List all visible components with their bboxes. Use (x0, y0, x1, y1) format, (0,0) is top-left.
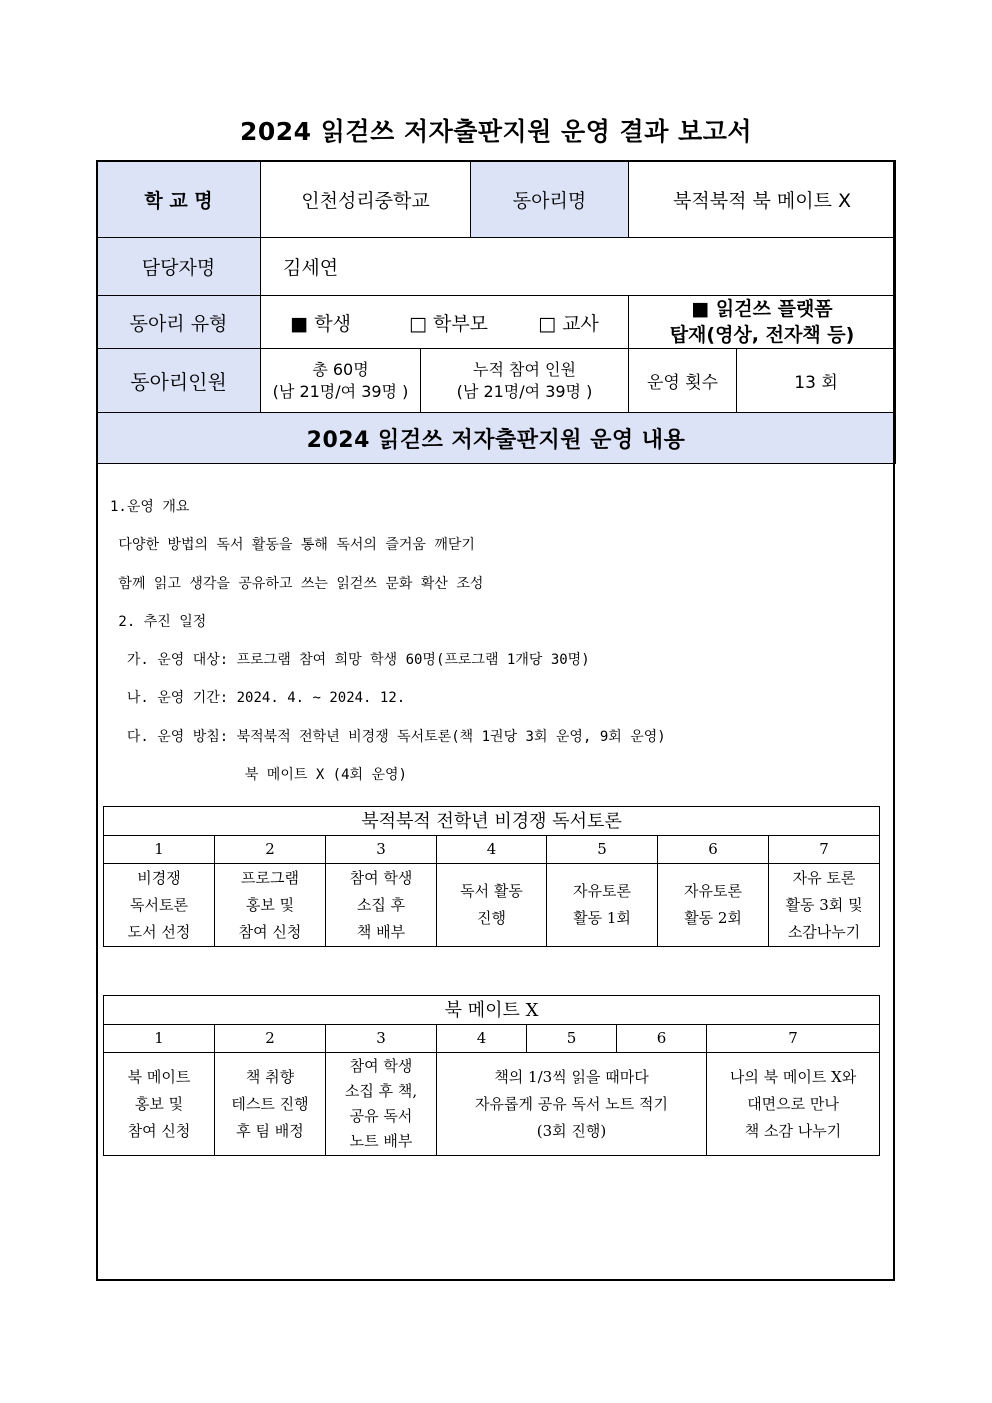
step-text: 참여 신청 (238, 922, 302, 941)
club-type-label: 동아리 유형 (97, 296, 261, 349)
step-text: 활동 1회 (573, 909, 631, 927)
program1-title: 북적북적 전학년 비경쟁 독서토론 (104, 807, 880, 836)
type-option-student: ■ 학생 (290, 312, 351, 335)
program1-step-1 (104, 864, 215, 947)
step-text: 도서 선정 (127, 922, 191, 941)
step-text: 공유 독서 (349, 1107, 413, 1125)
step-text: 참여 신청 (127, 1121, 191, 1140)
step-text: 대면으로 만나 (747, 1094, 839, 1113)
program2-step-4-6 (437, 1053, 707, 1156)
step-text: 자유토론 (573, 882, 631, 900)
step-text: 활동 2회 (684, 909, 742, 927)
program2-title: 북 메이트 X (104, 996, 880, 1025)
content-line: 1.운영 개요 (110, 499, 190, 515)
content-line: 가. 운영 대상: 프로그램 참여 희망 학생 60명(프로그램 1개당 30명) (110, 652, 590, 669)
step-text: 테스트 진행 (231, 1094, 309, 1113)
step-text: 후 팀 배정 (236, 1121, 304, 1140)
program1-step-number: 2 (215, 836, 326, 864)
program2-step-number: 6 (617, 1025, 707, 1053)
step-text: 참여 학생 (349, 1057, 413, 1075)
program2-step-2 (215, 1053, 326, 1156)
program2-step-number: 1 (104, 1025, 215, 1053)
program1-step-7 (769, 864, 880, 947)
step-text: 독서토론 (130, 895, 188, 914)
step-text: 참여 학생 (349, 868, 413, 887)
program1-step-4 (437, 864, 547, 947)
content-line: 다. 운영 방침: 북적북적 전학년 비경쟁 독서토론(책 1권당 3회 운영, 9회 운영) (110, 728, 666, 745)
school-label: 학 교 명 (97, 161, 261, 238)
step-text: 자유 토론 (792, 868, 856, 887)
program2-step-number: 5 (527, 1025, 617, 1053)
program2-step-3 (326, 1053, 437, 1156)
cumulative-line1: 누적 참여 인원 (473, 359, 576, 379)
content-line: 다양한 방법의 독서 활동을 통해 독서의 즐거움 깨닫기 (110, 537, 475, 554)
step-text: 책 소감 나누기 (744, 1121, 842, 1140)
type-option-teacher: □ 교사 (538, 312, 599, 335)
step-text: 소집 후 (356, 895, 406, 914)
program1-step-number: 3 (326, 836, 437, 864)
program1-step-6 (658, 864, 769, 947)
club-label: 동아리명 (471, 161, 629, 238)
step-text: 책의 1/3씩 읽을 때마다 (494, 1067, 649, 1086)
step-text: 노트 배부 (349, 1132, 413, 1150)
program2-step-number: 7 (707, 1025, 880, 1053)
content-line: 2. 추진 일정 (110, 613, 207, 630)
type-option-parent: □ 학부모 (408, 312, 489, 335)
content-line: 북 메이트 X (4회 운영) (110, 767, 407, 784)
platform-line2: 탑재(영상, 전자책 등) (669, 324, 855, 346)
count-label: 운영 횟수 (629, 349, 737, 413)
count-value: 13 회 (737, 349, 896, 413)
step-text: 독서 활동 (460, 882, 523, 900)
program1-step-5 (547, 864, 658, 947)
members-label: 동아리인원 (97, 349, 261, 413)
program1-step-number: 1 (104, 836, 215, 864)
program1-step-number: 7 (769, 836, 880, 864)
program2-step-7 (707, 1053, 880, 1156)
step-text: 나의 북 메이트 X와 (729, 1067, 857, 1086)
members-total-line1: 총 60명 (312, 359, 369, 379)
step-text: 책 배부 (356, 922, 406, 941)
step-text: 홍보 및 (245, 895, 295, 914)
step-text: 홍보 및 (134, 1094, 184, 1113)
platform-line1: ■ 읽걷쓰 플랫폼 (691, 298, 833, 320)
club-value: 북적북적 북 메이트 X (629, 161, 896, 238)
program1-table (103, 806, 880, 947)
cumulative-line2: (남 21명/여 39명 ) (456, 381, 593, 401)
program2-step-number: 4 (437, 1025, 527, 1053)
program2-step-number: 2 (215, 1025, 326, 1053)
program1-step-number: 4 (437, 836, 547, 864)
content-line: 함께 읽고 생각을 공유하고 쓰는 읽걷쓰 문화 확산 조성 (110, 575, 484, 592)
report-title: 2024 읽걷쓰 저자출판지원 운영 결과 보고서 (240, 117, 752, 146)
step-text: 자유토론 (684, 882, 742, 900)
content-body (110, 488, 880, 794)
school-value: 인천성리중학교 (261, 161, 471, 238)
section-title: 2024 읽걷쓰 저자출판지원 운영 내용 (97, 413, 896, 464)
step-text: 자유롭게 공유 독서 노트 적기 (475, 1094, 668, 1113)
program1-step-2 (215, 864, 326, 947)
step-text: (3회 진행) (536, 1121, 607, 1140)
step-text: 진행 (477, 909, 506, 927)
program2-step-number: 3 (326, 1025, 437, 1053)
step-text: 비경쟁 (137, 868, 181, 887)
program1-step-number: 6 (658, 836, 769, 864)
manager-label: 담당자명 (97, 238, 261, 296)
step-text: 프로그램 (241, 868, 299, 887)
program1-step-3 (326, 864, 437, 947)
program2-table (103, 995, 880, 1156)
step-text: 소집 후 책, (344, 1082, 418, 1100)
step-text: 소감나누기 (787, 922, 861, 941)
program2-step-1 (104, 1053, 215, 1156)
step-text: 북 메이트 (127, 1067, 191, 1086)
manager-value: 김세연 (261, 238, 896, 296)
members-total-line2: (남 21명/여 39명 ) (272, 381, 409, 401)
program1-step-number: 5 (547, 836, 658, 864)
content-line: 나. 운영 기간: 2024. 4. ~ 2024. 12. (110, 690, 406, 707)
step-text: 책 취향 (245, 1067, 295, 1086)
step-text: 활동 3회 및 (785, 895, 863, 914)
